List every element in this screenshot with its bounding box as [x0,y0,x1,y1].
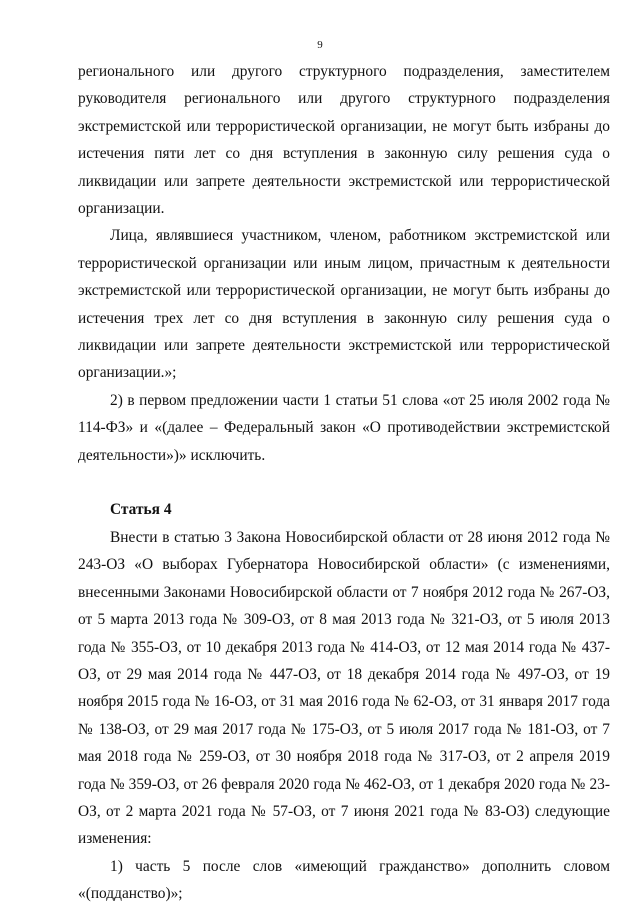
paragraph-item-1: 1) часть 5 после слов «имеющий гражданство» дополнить словом «(подданство)»; [78,857,610,903]
document-body [78,58,610,908]
article-heading: Статья 4 [110,501,172,519]
paragraph-persons-restriction: Лица, являвшиеся участником, членом, работником экстремистской или террористической организации или иным лицом, причастным к деятельности экстремистской или террористической организации, не могут быть избраны до истечения трех лет со дня вступления в законную силу решения суда о ликвидации или запрете деятельности экстремистской или террористической организации.»; [78,227,610,382]
paragraph-item-2: 2) в первом предложении части 1 статьи 51 слова «от 25 июля 2002 года № 114-ФЗ» и «(далее – Федеральный закон «О противодействии экстремистской деятельности»)» исключить. [78,391,610,464]
paragraph-continuation: регионального или другого структурного подразделения, заместителем руководителя регионального или другого структурного подразделения экстремистской или террористической организации, не могут быть избраны до истечения пяти лет со дня вступления в законную силу решения суда о ликвидации или запрете деятельности экстремистской или террористической организации. [78,63,610,218]
paragraph-spacer [78,469,610,496]
paragraph-article-4-intro: Внести в статью 3 Закона Новосибирской области от 28 июня 2012 года № 243-ОЗ «О выборах Губернатора Новосибирской области» (с изменениями, внесенными Законами Новосибирской области от 7 ноября 2012 года № 267-ОЗ, от 5 марта 2013 года № 309-ОЗ, от 8 мая 2013 года № 321-ОЗ, от 5 июля 2013 года № 355-ОЗ, от 10 декабря 2013 года № 414-ОЗ, от 12 мая 2014 года № 437-ОЗ, от 29 мая 2014 года № 447-ОЗ, от 18 декабря 2014 года № 497-ОЗ, от 19 ноября 2015 года № 16-ОЗ, от 31 мая 2016 года № 62-ОЗ, от 31 января 2017 года № 138-ОЗ, от 29 мая 2017 года № 175-ОЗ, от 5 июля 2017 года № 181-ОЗ, от 7 мая 2018 года № 259-ОЗ, от 30 ноября 2018 года № 317-ОЗ, от 2 апреля 2019 года № 359-ОЗ, от 26 февраля 2020 года № 462-ОЗ, от 1 декабря 2020 года № 23-ОЗ, от 2 марта 2021 года № 57-ОЗ, от 7 июня 2021 года № 83-ОЗ) следующие изменения: [78,528,610,848]
page-number: 9 [317,39,323,51]
